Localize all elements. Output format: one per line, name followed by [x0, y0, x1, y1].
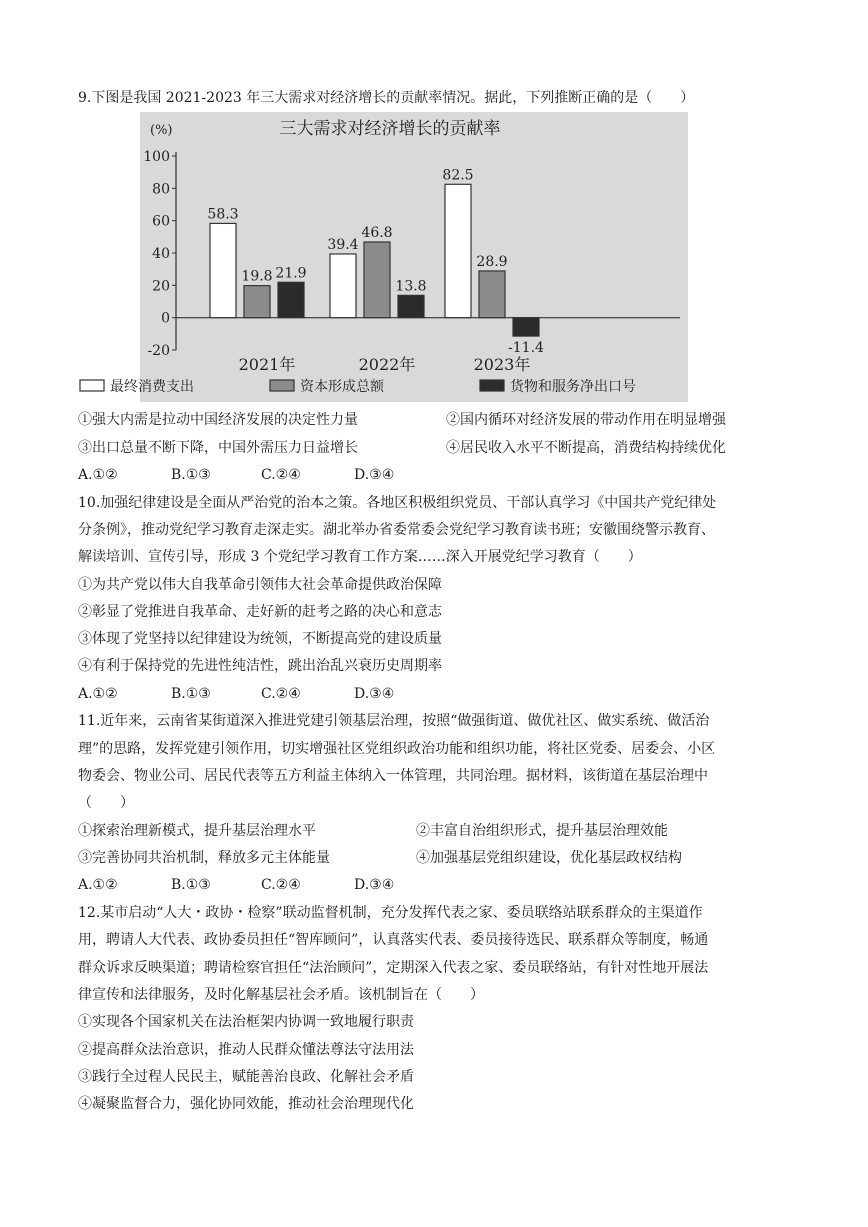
q11-answer-a[interactable]: A.①② — [78, 877, 118, 893]
q9-answer-a[interactable]: A.①② — [78, 467, 118, 483]
data-label: 19.8 — [241, 268, 273, 285]
category-label: 2023年 — [473, 355, 531, 374]
y-tick-label: -20 — [147, 343, 170, 359]
bar — [330, 254, 356, 318]
q9-stem: 9.下图是我国 2021-2023 年三大需求对经济增长的贡献率情况。据此，下列推断正确的是（ ） — [78, 90, 695, 106]
data-label: -11.4 — [508, 340, 544, 357]
q12-option-4: ④凝聚监督合力，强化协同效能，推动社会治理现代化 — [78, 1096, 414, 1112]
bar — [278, 282, 304, 317]
bar — [513, 318, 539, 336]
q11-option-3: ③完善协同共治机制，释放多元主体能量 — [78, 850, 330, 866]
q10-answer-b[interactable]: B.①③ — [171, 686, 211, 702]
y-axis-unit: (%) — [150, 123, 173, 138]
bar — [210, 223, 236, 317]
q12-option-3: ③践行全过程人民民主，赋能善治良政、化解社会矛盾 — [78, 1069, 414, 1085]
q11-stem-line-2: 理”的思路，发挥党建引领作用，切实增强社区党组织政治功能和组织功能，将社区党委、居委会、小区 — [78, 741, 716, 757]
legend-label: 最终消费支出 — [110, 379, 194, 395]
legend-swatch — [270, 380, 294, 391]
bar — [479, 271, 505, 318]
q9-option-row-2 — [78, 438, 358, 458]
bar — [364, 242, 390, 318]
y-tick-label: 60 — [152, 213, 170, 230]
q10-stem-line-2: 分条例》，推动党纪学习教育走深走实。湖北举办省委常委会党纪学习教育读书班；安徽围绕警示教育、 — [78, 522, 715, 538]
data-label: 21.9 — [275, 265, 307, 282]
y-tick-label: 80 — [152, 181, 170, 198]
q12-stem-line-1: 12.某市启动“人大・政协・检察”联动监督机制，充分发挥代表之家、委员联络站联系群众的主渠道作 — [78, 905, 703, 921]
q9-answer-d[interactable]: D.③④ — [354, 467, 395, 483]
legend-label: 货物和服务净出口号 — [510, 379, 636, 395]
q10-answer-a[interactable]: A.①② — [78, 686, 118, 702]
q10-answer-d[interactable]: D.③④ — [354, 686, 395, 702]
legend-swatch — [480, 380, 504, 391]
data-label: 58.3 — [207, 206, 239, 223]
q11-stem-line-1: 11.近年来，云南省某街道深入推进党建引领基层治理，按照“做强街道、做优社区、做实系统、做活治 — [78, 713, 710, 729]
data-label: 13.8 — [395, 278, 427, 295]
q10-stem-line-1: 10.加强纪律建设是全面从严治党的治本之策。各地区积极组织党员、干部认真学习《中国共产党纪律处 — [78, 495, 717, 511]
bar-chart-svg — [110, 112, 688, 402]
q10-option-3: ③体现了党坚持以纪律建设为统领，不断提高党的建设质量 — [78, 631, 442, 647]
q10-option-2: ②彰显了党推进自我革命、走好新的赶考之路的决心和意志 — [78, 604, 442, 620]
y-tick-label: 100 — [143, 149, 170, 165]
q10-stem-line-3: 解读培训、宣传引导，形成 3 个党纪学习教育工作方案……深入开展党纪学习教育（ ） — [78, 549, 642, 565]
q10-answer-c[interactable]: C.②④ — [261, 686, 301, 702]
q10-option-4: ④有利于保持党的先进性纯洁性，跳出治乱兴衰历史周期率 — [78, 658, 442, 674]
contribution-chart — [110, 112, 688, 402]
q11-answer-c[interactable]: C.②④ — [261, 877, 301, 893]
q9-option-4: ④居民收入水平不断提高，消费结构持续优化 — [446, 440, 726, 456]
data-label: 39.4 — [327, 236, 359, 253]
q11-option-2: ②丰富自治组织形式，提升基层治理效能 — [416, 823, 668, 839]
q12-option-1: ①实现各个国家机关在法治框架内协调一致地履行职责 — [78, 1014, 414, 1030]
q9-option-4-wrap — [446, 438, 726, 458]
legend-label: 资本形成总额 — [300, 379, 384, 395]
q12-stem-line-2: 用，聘请人大代表、政协委员担任“智库顾问”，认真落实代表、委员接待选民、联系群众等制度，畅通 — [78, 932, 709, 948]
chart-title: 三大需求对经济增长的贡献率 — [279, 119, 501, 139]
q12-stem-line-3: 群众诉求反映渠道；聘请检察官担任“法治顾问”，定期深入代表之家、委员联络站，有针对性地开展法 — [78, 960, 709, 976]
bar — [445, 184, 471, 317]
y-tick-label: 20 — [152, 278, 170, 295]
q9-option-1: ①强大内需是拉动中国经济发展的决定性力量 — [78, 412, 358, 428]
q11-option-4: ④加强基层党组织建设，优化基层政权结构 — [416, 850, 682, 866]
data-label: 46.8 — [361, 225, 393, 242]
q9-option-2-wrap — [446, 410, 726, 430]
q9-option-2: ②国内循环对经济发展的带动作用在明显增强 — [446, 412, 726, 428]
data-label: 28.9 — [476, 253, 508, 270]
q9-option-3: ③出口总量不断下降，中国外需压力日益增长 — [78, 440, 358, 456]
q11-answer-d[interactable]: D.③④ — [354, 877, 395, 893]
q11-option-1: ①探索治理新模式，提升基层治理水平 — [78, 823, 316, 839]
bar — [398, 295, 424, 317]
category-label: 2022年 — [358, 355, 416, 374]
q9-option-row-1 — [78, 410, 358, 430]
data-label: 82.5 — [442, 167, 474, 184]
q11-stem-line-3: 物委会、物业公司、居民代表等五方利益主体纳入一体管理，共同治理。据材料，该街道在基层治理中 — [78, 768, 708, 784]
q12-stem-line-4: 律宣传和法律服务，及时化解基层社会矛盾。该机制旨在（ ） — [78, 987, 484, 1003]
y-tick-label: 0 — [161, 310, 170, 327]
category-label: 2021年 — [238, 355, 296, 374]
legend-swatch — [80, 380, 104, 391]
y-tick-label: 40 — [152, 246, 170, 262]
q9-answer-c[interactable]: C.②④ — [261, 467, 301, 483]
q10-option-1: ①为共产党以伟大自我革命引领伟大社会革命提供政治保障 — [78, 577, 442, 593]
q12-option-2: ②提高群众法治意识，推动人民群众懂法尊法守法用法 — [78, 1042, 414, 1058]
q9-answer-b[interactable]: B.①③ — [171, 467, 211, 483]
q11-stem-line-4: （ ） — [78, 795, 134, 811]
q11-answer-b[interactable]: B.①③ — [171, 877, 211, 893]
bar — [244, 286, 270, 318]
